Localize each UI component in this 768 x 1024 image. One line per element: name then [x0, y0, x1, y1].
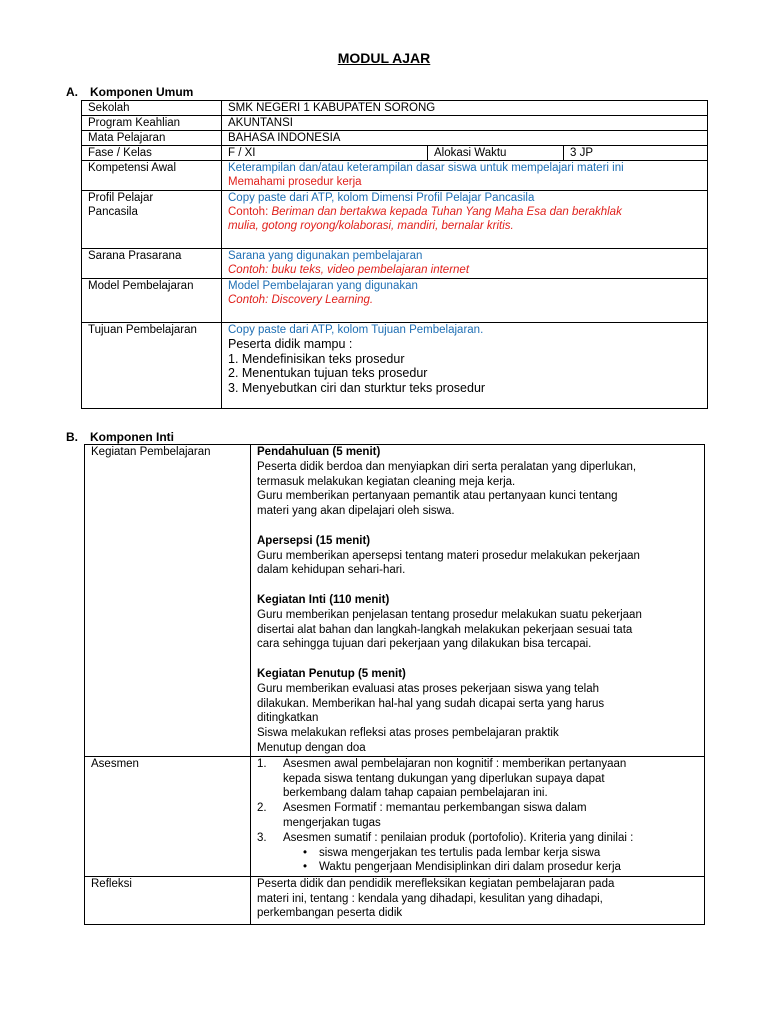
profil-hint: Copy paste dari ATP, kolom Dimensi Profil Pelajar Pancasila — [228, 192, 535, 204]
refleksi-line: materi ini, tentang : kendala yang dihadapi, kesulitan yang dihadapi, — [257, 892, 603, 905]
row-sekolah — [82, 101, 708, 116]
komponen-inti-table — [84, 444, 705, 925]
value-mapel: BAHASA INDONESIA — [222, 131, 708, 146]
label-refleksi: Refleksi — [85, 876, 251, 924]
sarana-contoh: Contoh: buku teks, video pembelajaran internet — [228, 264, 470, 276]
inti-title: Kegiatan Inti (110 menit) — [257, 593, 390, 606]
bullet-icon: • — [303, 861, 308, 874]
sarana-hint: Sarana yang digunakan pembelajaran — [228, 250, 423, 262]
row-model — [82, 279, 708, 323]
pendahuluan-line: termasuk melakukan kegiatan cleaning meja kerja. — [257, 475, 516, 488]
asesmen-list — [257, 757, 698, 846]
pendahuluan-line: Peserta didik berdoa dan menyiapkan diri serta peralatan yang diperlukan, — [257, 460, 637, 473]
row-mapel — [82, 131, 708, 146]
profil-contoh-label: Contoh: — [228, 206, 269, 218]
criteria-item: • Waktu pengerjaan Mendisiplinkan diri dalam prosedur kerja — [303, 861, 621, 874]
model-contoh: Contoh: Discovery Learning. — [228, 294, 374, 306]
profil-contoh-line2: mulia, gotong royong/kolaborasi, mandiri, bernalar kritis. — [228, 220, 514, 232]
row-tujuan — [82, 323, 708, 409]
profil-contoh-line1: Beriman dan bertakwa kepada Tuhan Yang Maha Esa dan berakhlak — [268, 206, 622, 218]
pendahuluan-line: Guru memberikan pertanyaan pemantik atau pertanyaan kunci tentang — [257, 490, 618, 503]
penutup-line: Guru memberikan evaluasi atas proses pekerjaan siswa yang telah — [257, 682, 599, 695]
row-kompetensi — [82, 161, 708, 191]
section-b-heading: B. Komponen Inti — [66, 430, 174, 444]
kompetensi-hint: Keterampilan dan/atau keterampilan dasar siswa untuk mempelajari materi ini — [228, 162, 624, 174]
asesmen-criteria-list — [257, 846, 698, 876]
value-fase: F / XI — [222, 146, 428, 161]
label-profil-2: Pancasila — [88, 206, 138, 218]
row-fase — [82, 146, 708, 161]
refleksi-line: perkembangan peserta didik — [257, 907, 403, 920]
value-sekolah: SMK NEGERI 1 KABUPATEN SORONG — [222, 101, 708, 116]
inti-line: disertai alat bahan dan langkah-langkah melakukan pekerjaan sesuai tata — [257, 623, 633, 636]
tujuan-item: 1. Mendefinisikan teks prosedur — [228, 351, 405, 366]
penutup-title: Kegiatan Penutup (5 menit) — [257, 667, 406, 680]
apersepsi-line: dalam kehidupan sehari-hari. — [257, 564, 406, 577]
model-hint: Model Pembelajaran yang digunakan — [228, 280, 418, 292]
row-sarana — [82, 249, 708, 279]
apersepsi-title: Apersepsi (15 menit) — [257, 534, 371, 547]
tujuan-item: 2. Menentukan tujuan teks prosedur — [228, 366, 428, 380]
penutup-line: dilakukan. Memberikan hal-hal yang sudah dicapai serta yang harus — [257, 697, 605, 710]
penutup-line: Menutup dengan doa — [257, 741, 366, 754]
inti-line: Guru memberikan penjelasan tentang prosedur melakukan suatu pekerjaan — [257, 608, 642, 621]
tujuan-hint: Copy paste dari ATP, kolom Tujuan Pembelajaran. — [228, 324, 484, 336]
tujuan-item: 3. Menyebutkan ciri dan sturktur teks prosedur — [228, 380, 486, 395]
bullet-icon: • — [303, 846, 308, 859]
asesmen-item: 1. Asesmen awal pembelajaran non kognitif : memberikan pertanyaan kepada siswa tentang dukungan yang diperlukan supaya dapat berkembang dalam tahap capaian pembelajaran ini. — [257, 757, 627, 800]
penutup-line: ditingkatkan — [257, 712, 319, 725]
pendahuluan-title: Pendahuluan (5 menit) — [257, 446, 381, 458]
komponen-umum-table — [81, 100, 708, 409]
label-model: Model Pembelajaran — [82, 279, 222, 323]
label-mapel: Mata Pelajaran — [82, 131, 222, 146]
kompetensi-value: Memahami prosedur kerja — [228, 176, 362, 188]
tujuan-intro: Peserta didik mampu : — [228, 337, 353, 351]
label-kompetensi: Kompetensi Awal — [82, 161, 222, 191]
label-sarana: Sarana Prasarana — [82, 249, 222, 279]
label-alokasi: Alokasi Waktu — [428, 146, 564, 161]
pendahuluan-line: materi yang akan dipelajari oleh siswa. — [257, 505, 455, 518]
row-profil — [82, 191, 708, 249]
value-program: AKUNTANSI — [222, 116, 708, 131]
label-program: Program Keahlian — [82, 116, 222, 131]
section-a-heading: A. Komponen Umum — [66, 85, 194, 99]
row-kegiatan — [85, 445, 705, 757]
inti-line: cara sehingga tujuan dari pekerjaan yang dilakukan bisa tercapai. — [257, 638, 592, 651]
page-title: MODUL AJAR — [337, 50, 431, 66]
refleksi-line: Peserta didik dan pendidik merefleksikan kegiatan pembelajaran pada — [257, 877, 615, 890]
label-tujuan: Tujuan Pembelajaran — [82, 323, 222, 409]
criteria-item: • siswa mengerjakan tes tertulis pada lembar kerja siswa — [303, 846, 601, 859]
value-alokasi: 3 JP — [564, 146, 708, 161]
row-refleksi — [85, 876, 705, 924]
label-asesmen: Asesmen — [85, 756, 251, 876]
apersepsi-line: Guru memberikan apersepsi tentang materi prosedur melakukan pekerjaan — [257, 549, 640, 562]
asesmen-item: 2. Asesmen Formatif : memantau perkembangan siswa dalam mengerjakan tugas — [257, 802, 587, 829]
asesmen-item: 3. Asesmen sumatif : penilaian produk (portofolio). Kriteria yang dinilai : — [257, 831, 634, 844]
label-kegiatan: Kegiatan Pembelajaran — [85, 445, 251, 757]
label-profil-1: Profil Pelajar — [88, 192, 154, 204]
penutup-line: Siswa melakukan refleksi atas proses pembelajaran praktik — [257, 727, 559, 740]
label-sekolah: Sekolah — [82, 101, 222, 116]
row-program — [82, 116, 708, 131]
label-fase: Fase / Kelas — [82, 146, 222, 161]
row-asesmen — [85, 756, 705, 876]
